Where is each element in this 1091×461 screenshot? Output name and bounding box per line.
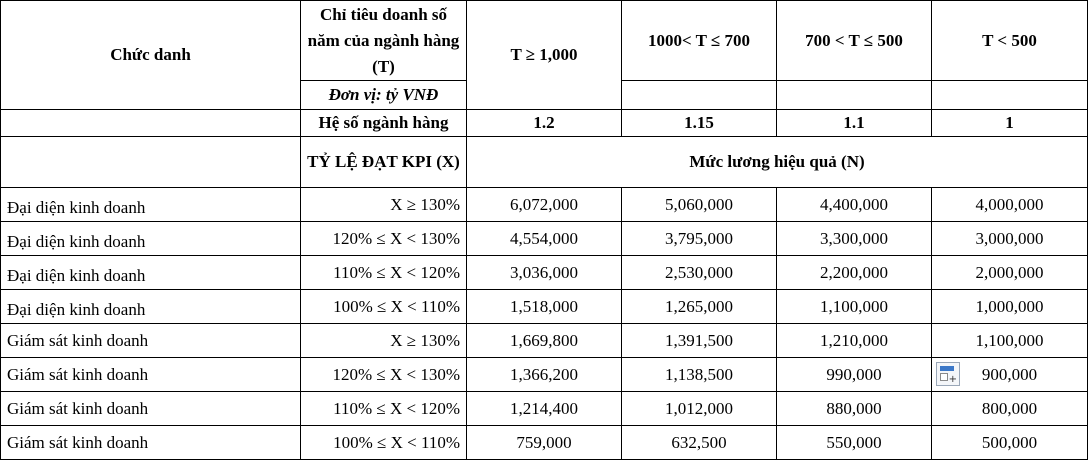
header-tier-2[interactable]: 1000< T ≤ 700	[622, 1, 777, 81]
salary-cell[interactable]: 550,000	[777, 426, 932, 460]
salary-cell[interactable]: 1,100,000	[777, 290, 932, 324]
kpi-range-cell[interactable]: 100% ≤ X < 110%	[301, 290, 467, 324]
header-tier-4[interactable]: T < 500	[932, 1, 1088, 81]
table-row	[1, 426, 1088, 460]
salary-cell[interactable]: 4,400,000	[777, 188, 932, 222]
empty-cell[interactable]	[777, 81, 932, 110]
salary-cell[interactable]: 2,000,000	[932, 256, 1088, 290]
header-title-col[interactable]: Chức danh	[1, 1, 301, 110]
salary-cell[interactable]: 800,000	[932, 392, 1088, 426]
kpi-range-cell[interactable]: 120% ≤ X < 130%	[301, 222, 467, 256]
kpi-range-cell[interactable]: X ≥ 130%	[301, 188, 467, 222]
salary-cell[interactable]: 1,000,000	[932, 290, 1088, 324]
role-cell[interactable]: Giám sát kinh doanh	[1, 324, 301, 358]
salary-cell[interactable]: 4,554,000	[467, 222, 622, 256]
table-row	[1, 392, 1088, 426]
coef-value[interactable]: 1.15	[622, 110, 777, 137]
role-cell[interactable]: Đại diện kinh doanh	[1, 256, 301, 290]
salary-value: 900,000	[981, 364, 1038, 384]
coef-value[interactable]: 1.1	[777, 110, 932, 137]
role-cell[interactable]: Đại diện kinh doanh	[1, 188, 301, 222]
header-tier-3[interactable]: 700 < T ≤ 500	[777, 1, 932, 81]
table-row	[1, 290, 1088, 324]
kpi-range-cell[interactable]: 120% ≤ X < 130%	[301, 358, 467, 392]
coef-value[interactable]: 1	[932, 110, 1088, 137]
salary-cell[interactable]: 759,000	[467, 426, 622, 460]
salary-cell[interactable]: 3,036,000	[467, 256, 622, 290]
salary-cell[interactable]: 4,000,000	[932, 188, 1088, 222]
salary-cell[interactable]: 2,200,000	[777, 256, 932, 290]
salary-cell[interactable]: 1,366,200	[467, 358, 622, 392]
header-criteria-col[interactable]: Chỉ tiêu doanh số năm của ngành hàng (T)	[301, 1, 467, 81]
salary-cell[interactable]: 3,795,000	[622, 222, 777, 256]
role-cell[interactable]: Giám sát kinh doanh	[1, 426, 301, 460]
coef-value[interactable]: 1.2	[467, 110, 622, 137]
kpi-range-cell[interactable]: 100% ≤ X < 110%	[301, 426, 467, 460]
salary-cell[interactable]: 3,000,000	[932, 222, 1088, 256]
salary-cell[interactable]: 990,000	[777, 358, 932, 392]
table-row	[1, 188, 1088, 222]
coef-label[interactable]: Hệ số ngành hàng	[301, 110, 467, 137]
empty-cell[interactable]	[932, 81, 1088, 110]
kpi-range-cell[interactable]: 110% ≤ X < 120%	[301, 392, 467, 426]
salary-cell[interactable]: 2,530,000	[622, 256, 777, 290]
role-cell[interactable]: Giám sát kinh doanh	[1, 392, 301, 426]
salary-cell[interactable]: 1,265,000	[622, 290, 777, 324]
salary-cell[interactable]: 1,518,000	[467, 290, 622, 324]
table-row	[1, 324, 1088, 358]
empty-cell[interactable]	[1, 137, 301, 188]
header-tier-1[interactable]: T ≥ 1,000	[467, 1, 622, 110]
salary-header[interactable]: Mức lương hiệu quả (N)	[467, 137, 1088, 188]
salary-cell[interactable]: 3,300,000	[777, 222, 932, 256]
salary-cell[interactable]: 1,214,400	[467, 392, 622, 426]
role-cell[interactable]: Đại diện kinh doanh	[1, 222, 301, 256]
paste-icon-part: +	[948, 374, 957, 385]
salary-cell[interactable]: 1,138,500	[622, 358, 777, 392]
salary-cell[interactable]: 1,210,000	[777, 324, 932, 358]
paste-icon-part	[940, 373, 948, 381]
salary-cell[interactable]	[932, 358, 1088, 392]
empty-cell[interactable]	[1, 110, 301, 137]
salary-cell[interactable]: 1,012,000	[622, 392, 777, 426]
kpi-header[interactable]: TỶ LỆ ĐẠT KPI (X)	[301, 137, 467, 188]
role-cell[interactable]: Đại diện kinh doanh	[1, 290, 301, 324]
salary-cell[interactable]: 880,000	[777, 392, 932, 426]
empty-cell[interactable]	[622, 81, 777, 110]
salary-cell[interactable]: 1,100,000	[932, 324, 1088, 358]
role-cell[interactable]: Giám sát kinh doanh	[1, 358, 301, 392]
salary-cell[interactable]: 6,072,000	[467, 188, 622, 222]
salary-cell[interactable]: 632,500	[622, 426, 777, 460]
salary-cell[interactable]: 1,391,500	[622, 324, 777, 358]
salary-cell[interactable]: 5,060,000	[622, 188, 777, 222]
table-row	[1, 358, 1088, 392]
table-row	[1, 256, 1088, 290]
header-unit[interactable]: Đơn vị: tỷ VNĐ	[301, 81, 467, 110]
salary-cell[interactable]: 500,000	[932, 426, 1088, 460]
salary-cell[interactable]: 1,669,800	[467, 324, 622, 358]
kpi-range-cell[interactable]: 110% ≤ X < 120%	[301, 256, 467, 290]
table-row	[1, 222, 1088, 256]
paste-options-icon[interactable]	[936, 362, 960, 386]
paste-icon-part	[940, 366, 954, 371]
kpi-range-cell[interactable]: X ≥ 130%	[301, 324, 467, 358]
